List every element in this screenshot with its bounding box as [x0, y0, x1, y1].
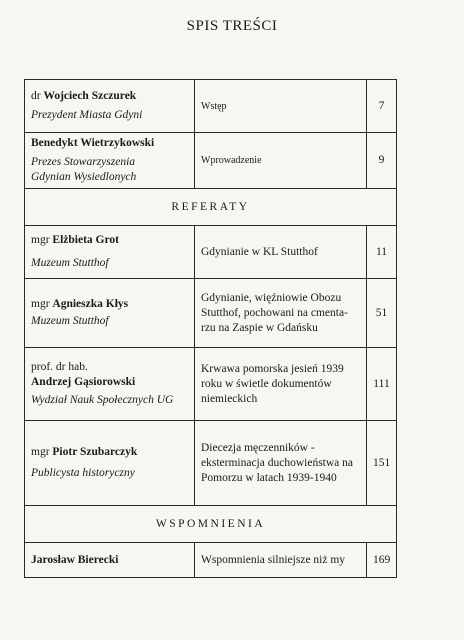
author-affiliation: Wydział Nauk Społecznych UG	[31, 394, 174, 406]
author-cell	[25, 421, 195, 506]
chapter-title-cell	[195, 543, 367, 578]
author-affiliation: Muzeum Stutthof	[31, 315, 109, 327]
chapter-title-line: Pomorzu w latach 1939-1940	[201, 471, 337, 484]
author-cell	[25, 279, 195, 348]
author-prefix: mgr	[31, 298, 53, 310]
author-affiliation: Gdynian Wysiedlonych	[31, 171, 137, 183]
page-title: SPIS TREŚCI	[186, 18, 278, 34]
chapter-title-cell	[195, 80, 367, 133]
author-name-line	[31, 89, 188, 104]
chapter-title-line: eksterminacja duchowieństwa na	[201, 456, 353, 469]
author-name: Wojciech Szczurek	[43, 90, 137, 102]
toc-entry	[25, 226, 397, 279]
toc-entry	[25, 421, 397, 506]
author-cell	[25, 80, 195, 133]
author-cell	[25, 133, 195, 189]
page-number: 9	[367, 133, 397, 189]
chapter-title-line: Diecezja męczenników -	[201, 441, 315, 454]
author-name: Elżbieta Grot	[52, 234, 119, 246]
page-number: 111	[367, 348, 397, 421]
author-name-line	[31, 297, 188, 312]
chapter-title-line: rzu na Zaspie w Gdańsku	[201, 321, 318, 334]
author-name-line	[31, 445, 188, 460]
chapter-title: Gdynianie w KL Stutthof	[201, 245, 318, 258]
author-prefix: dr	[31, 90, 44, 102]
section-heading: REFERATY	[25, 189, 397, 226]
chapter-title-line: Krwawa pomorska jesień 1939	[201, 362, 344, 375]
chapter-title-cell	[195, 226, 367, 279]
section-header-row	[25, 189, 397, 226]
chapter-title-line: roku w świetle dokumentów	[201, 377, 332, 390]
author-prefix: mgr	[31, 446, 53, 458]
author-name-line	[31, 136, 188, 151]
chapter-title: Wspomnienia silniejsze niż my	[201, 553, 346, 566]
section-header-row	[25, 506, 397, 543]
page-number: 7	[367, 80, 397, 133]
toc-entry	[25, 543, 397, 578]
toc-entry	[25, 348, 397, 421]
author-affiliation: Publicysta historyczny	[31, 467, 135, 479]
author-cell	[25, 543, 195, 578]
chapter-title-line: Stutthof, pochowani na cmenta-	[201, 306, 348, 319]
chapter-title-line: Gdynianie, więźniowie Obozu	[201, 291, 342, 304]
author-name-line	[31, 553, 188, 568]
chapter-title: Wprowadzenie	[201, 155, 262, 166]
table-of-contents	[24, 79, 397, 578]
author-title-prefix: prof. dr hab.	[31, 361, 88, 373]
author-name: Piotr Szubarczyk	[52, 446, 138, 458]
toc-entry	[25, 133, 397, 189]
chapter-title-line: niemieckich	[201, 392, 258, 405]
chapter-title-cell	[195, 279, 367, 348]
author-prefix: mgr	[31, 234, 53, 246]
author-name: Agnieszka Kłys	[52, 298, 129, 310]
page-number: 169	[367, 543, 397, 578]
author-affiliation: Prezes Stowarzyszenia	[31, 156, 136, 168]
author-name: Jarosław Bierecki	[31, 553, 119, 566]
author-cell	[25, 348, 195, 421]
page-number: 51	[367, 279, 397, 348]
author-name-line	[31, 375, 188, 390]
author-name: Andrzej Gąsiorowski	[31, 376, 136, 388]
chapter-title: Wstęp	[201, 100, 227, 112]
page-number: 11	[367, 226, 397, 279]
chapter-title-cell	[195, 348, 367, 421]
section-heading: WSPOMNIENIA	[25, 506, 397, 543]
author-name: Benedykt Wietrzykowski	[31, 137, 155, 149]
chapter-title-cell	[195, 421, 367, 506]
page-number: 151	[367, 421, 397, 506]
author-affiliation: Muzeum Stutthof	[31, 257, 109, 269]
author-cell	[25, 226, 195, 279]
author-name-line	[31, 233, 188, 248]
toc-entry	[25, 279, 397, 348]
author-affiliation: Prezydent Miasta Gdyni	[31, 109, 143, 121]
toc-entry	[25, 80, 397, 133]
chapter-title-cell	[195, 133, 367, 189]
